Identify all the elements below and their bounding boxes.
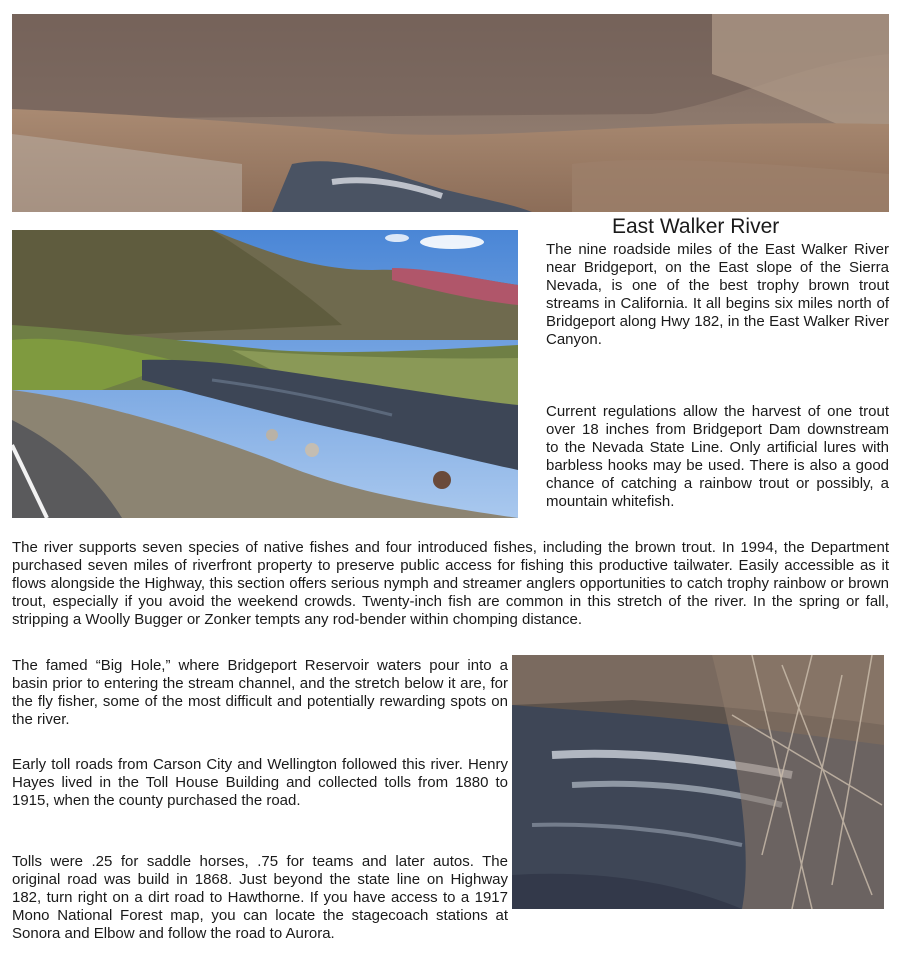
tolls-paragraph: Tolls were .25 for saddle horses, .75 for teams and later autos. The original road was build in 1868. Just beyond the state line on Highway 182, turn right on a dirt road to Hawthorne. If you have access to a 1917 Mono National Forest map, you can locate the stagecoach stations at Sonora and Elbow and follow the road to Aurora. [12,853,508,942]
canyon-cliff-photo [12,14,889,212]
river-road-photo [12,230,518,518]
big-hole-paragraph: The famed “Big Hole,” where Bridgeport Reservoir waters pour into a basin prior to entering the stream channel, and the stretch below it are, for the fly fisher, some of the most difficult and potentially rewarding spots on the river. [12,657,508,728]
regulations-paragraph: Current regulations allow the harvest of one trout over 18 inches from Bridgeport Dam downstream to the Nevada State Line. Only artificial lures with barbless hooks may be used. There is also a good chance of catching a rainbow trout or possibly, a mountain whitefish. [546,403,889,510]
intro-paragraph: The nine roadside miles of the East Walker River near Bridgeport, on the East slope of the Sierra Nevada, is one of the best trophy brown trout streams in California. It all begins six miles north of Bridgeport along Hwy 182, in the East Walker River Canyon. [546,241,889,348]
toll-roads-paragraph: Early toll roads from Carson City and Wellington followed this river. Henry Hayes lived in the Toll House Building and collected tolls from 1880 to 1915, when the county purchased the road. [12,756,508,809]
river-rapids-photo [512,655,884,909]
species-paragraph: The river supports seven species of native fishes and four introduced fishes, including the brown trout. In 1994, the Department purchased seven miles of riverfront property to preserve public access for fishing this productive tailwater. Easily accessible as it flows alongside the Highway, this section offers serious nymph and streamer anglers opportunities to catch trophy rainbow or brown trout, especially if you avoid the weekend crowds. Twenty-inch fish are common in this stretch of the river. In the spring or fall, stripping a Woolly Bugger or Zonker tempts any rod-bender within chomping distance. [12,539,889,628]
page-title: East Walker River [612,215,780,238]
